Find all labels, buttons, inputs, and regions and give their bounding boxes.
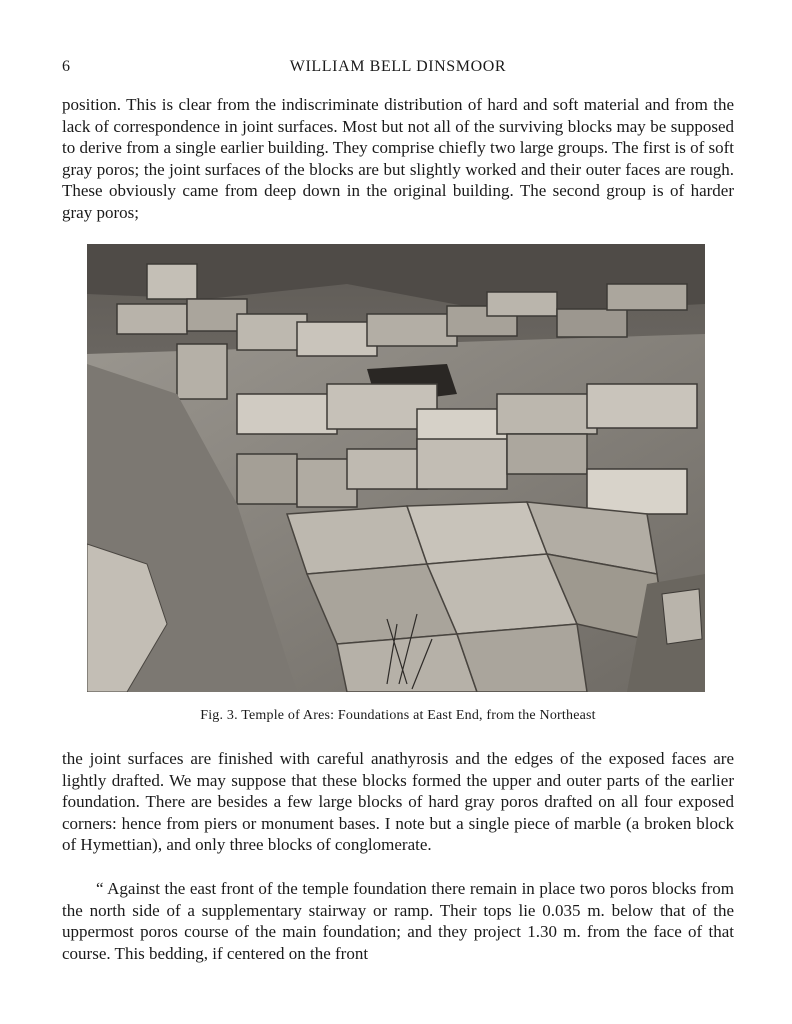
page-number: 6 [62, 58, 70, 75]
figure-caption: Fig. 3. Temple of Ares: Foundations at East End, from the Northeast [200, 708, 596, 723]
running-header [62, 58, 734, 80]
figure-photo-foundations [87, 244, 705, 692]
running-title: WILLIAM BELL DINSMOOR [289, 58, 507, 75]
paragraph-quote: “ Against the east front of the temple foundation there remain in place two poros blocks from the north side of a supplementary stairway or ramp. Their tops lie 0.035 m. below that of the uppermost poros course of the main foundation; and they project 1.30 m. from the face of that course. This bedding, if centered on the front [62, 879, 734, 963]
paragraph-bottom: the joint surfaces are finished with careful anathyrosis and the edges of the exposed faces are lightly drafted. We may suppose that these blocks formed the upper and outer parts of the earlier foundation. There are besides a few large blocks of hard gray poros drafted on all four exposed corners: hence from piers or monument bases. I note but a single piece of marble (a broken block of Hymettian), and only three blocks of conglomerate. [62, 749, 734, 855]
paragraph-top: position. This is clear from the indiscriminate distribution of hard and soft material and from the lack of correspondence in joint surfaces. Most but not all of the surviving blocks may be supposed to derive from a single earlier building. They comprise chiefly two large groups. The first is of soft gray poros; the joint surfaces of the blocks are but slightly worked and their outer faces are rough. These obviously came from deep down in the original building. The second group is of harder gray poros; [62, 95, 734, 222]
